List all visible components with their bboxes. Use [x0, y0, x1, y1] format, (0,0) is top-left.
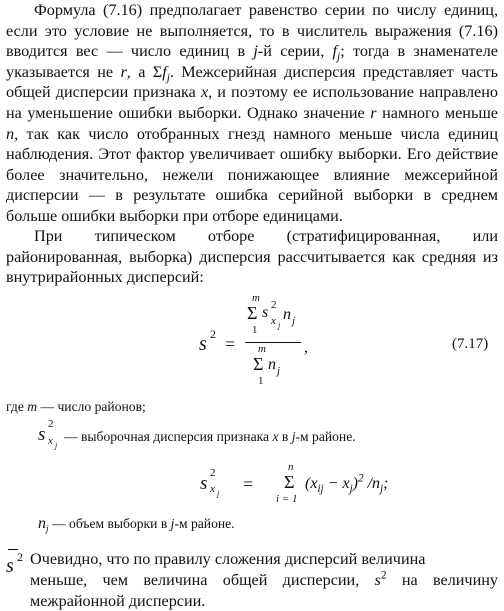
f2-lhs-subsub: j	[217, 489, 220, 498]
def-s-sup: 2	[48, 418, 54, 430]
def-s-subsub: j	[55, 441, 58, 450]
den-sum-upper: m	[258, 343, 266, 355]
f2-sum-sign: Σ	[284, 472, 295, 492]
num-n: n	[283, 306, 291, 323]
definition-s2xj-text: — выборочная дисперсия признака x в j-м районе.	[64, 429, 356, 444]
lhs-s: s	[199, 333, 207, 355]
den-n-sub: j	[277, 365, 281, 377]
f2-sum-lower: i = 1	[276, 493, 298, 505]
paragraph-conclusion-2: меньше, чем величина общей дисперсии, $s^2$ на величину межрайонной дисперсии.	[30, 569, 498, 610]
num-s-sub: x	[271, 315, 276, 327]
paragraph-serial-sampling: Формула (7.16) предполагает равенство серии по числу единиц, если это условие не выполняется, то в числитель выражения (7.16) вводится вес — число единиц в j-й серии, $f_j$; тогда в знаменателе указывается не r, а $\Sigma f_j$. Межсерийная дисперсия представляет часть общей дисперсии признака x, и поэтому ее использование направлено на уменьшение ошибки выборки. Однако значение r намного меньше n, так как число отобранных гнезд намного меньше числа единиц наблюдения. Этот фактор увеличивает ошибку выборки. Его действие более значительно, нежели понижающее влияние межсерийной дисперсии — в результате ошибка серийной выборки в среднем больше ошибки выборки при отборе единицами.	[6, 1, 499, 225]
den-n: n	[268, 356, 276, 373]
sum-sign: Σ	[247, 303, 258, 323]
f2-lhs-sub: x	[210, 483, 215, 495]
sum-upper: m	[252, 292, 260, 304]
den-sum-sign: Σ	[253, 354, 264, 374]
def-s: s	[38, 424, 46, 445]
f2-lhs-sup: 2	[210, 467, 216, 479]
definition-nj: $n_j$ — объем выборки в j-м районе.	[38, 515, 235, 535]
sum-lower: 1	[252, 324, 258, 336]
formula-comma: ,	[304, 339, 308, 356]
lhs-sup: 2	[210, 327, 216, 341]
equals-sign: =	[225, 334, 236, 354]
f2-body: $(x_{ij} - x_j)^2$ $/n_j$;	[305, 472, 389, 496]
paragraph-typical-sampling: При типическом отборе (стратифицированная, или районированная, выборка) дисперсия рассчитывается как средняя из внутрирайонных дисперсий:	[6, 227, 498, 287]
f2-sum-upper: n	[288, 461, 294, 473]
fraction-line	[245, 342, 301, 343]
f2-equals: =	[243, 474, 254, 494]
f2-lhs-s: s	[200, 473, 208, 494]
paragraph-conclusion: Очевидно, что по правилу сложения дисперсий величина	[30, 550, 426, 568]
bar-s-sup: 2	[17, 550, 23, 564]
equation-number: (7.17)	[452, 336, 489, 352]
num-s-subsub: j	[278, 321, 281, 330]
overbar	[8, 549, 18, 550]
bar-s: s	[6, 555, 14, 577]
den-sum-lower: 1	[258, 375, 264, 387]
num-s-sup: 2	[271, 299, 277, 311]
num-s: s	[262, 304, 269, 321]
def-s-sub: x	[48, 435, 53, 447]
definition-m: где m — число районов;	[6, 399, 146, 414]
num-n-sub: j	[292, 315, 296, 327]
